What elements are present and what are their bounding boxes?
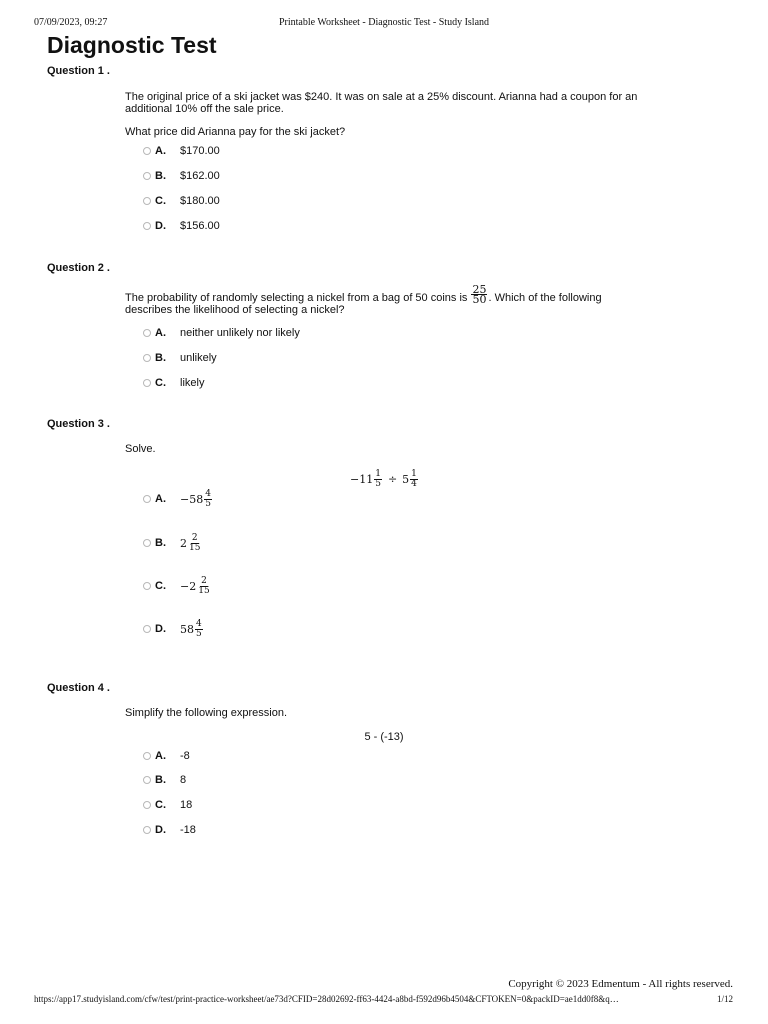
- radio-button[interactable]: [143, 776, 151, 784]
- fraction-denominator: 5: [205, 498, 211, 509]
- choice-letter: C.: [155, 580, 166, 592]
- question-1-text: The original price of a ski jacket was $240. It was on sale at a 25% discount. Arianna had a coupon for an additional 10% off the sale price.: [125, 91, 638, 115]
- question-4-choice-b[interactable]: [143, 773, 186, 787]
- choice-letter: A.: [155, 145, 166, 157]
- mixed-fraction: [197, 577, 210, 596]
- fraction-denominator: 15: [198, 585, 210, 596]
- choice-text: $180.00: [180, 195, 220, 207]
- question-3-choice-a[interactable]: [143, 487, 213, 511]
- choice-letter: D.: [155, 623, 166, 635]
- fraction-numerator: 4: [205, 488, 211, 499]
- radio-button[interactable]: [143, 197, 151, 205]
- question-1-prompt: What price did Arianna pay for the ski jacket?: [125, 126, 346, 138]
- fraction-numerator: 2: [191, 532, 198, 543]
- choice-letter: B.: [155, 774, 166, 786]
- radio-button[interactable]: [143, 625, 151, 633]
- radio-button[interactable]: [143, 539, 151, 547]
- page-title: Diagnostic Test: [47, 32, 217, 58]
- question-3-choice-d[interactable]: [143, 617, 204, 641]
- radio-button[interactable]: [143, 172, 151, 180]
- choice-text: 18: [180, 799, 193, 811]
- radio-button[interactable]: [143, 495, 151, 503]
- copyright-notice: Copyright © 2023 Edmentum - All rights reserved.: [508, 978, 733, 990]
- left-fraction: [374, 470, 382, 489]
- question-1-choice-c[interactable]: [143, 194, 220, 208]
- choice-letter: C.: [155, 195, 166, 207]
- radio-button[interactable]: [143, 582, 151, 590]
- mixed-fraction: [195, 620, 203, 639]
- question-2-choice-c[interactable]: [143, 376, 204, 390]
- right-fraction: [410, 470, 418, 489]
- question-1-choice-a[interactable]: [143, 144, 220, 158]
- choice-text: $156.00: [180, 220, 220, 232]
- mixed-fraction: [204, 490, 212, 509]
- choice-text: $162.00: [180, 170, 220, 182]
- radio-button[interactable]: [143, 826, 151, 834]
- question-4-expression: 5 - (-13): [364, 731, 404, 743]
- question-1-choice-d[interactable]: [143, 219, 220, 233]
- question-2-choice-b[interactable]: [143, 351, 217, 365]
- print-datetime: 07/09/2023, 09:27: [34, 17, 108, 28]
- fraction-numerator: 25: [472, 283, 487, 296]
- fraction-numerator: 1: [375, 468, 381, 479]
- choice-letter: B.: [155, 170, 166, 182]
- mixed-whole: −2: [180, 579, 197, 593]
- mixed-whole: 2: [180, 536, 187, 550]
- choice-letter: D.: [155, 220, 166, 232]
- choice-letter: B.: [155, 352, 166, 364]
- choice-letter: C.: [155, 377, 166, 389]
- fraction-denominator: 5: [375, 478, 381, 489]
- question-3-expression: [350, 467, 419, 491]
- mixed-whole: 58: [180, 622, 194, 636]
- print-header-title: Printable Worksheet - Diagnostic Test - Study Island: [278, 17, 490, 28]
- question-3-prompt: Solve.: [125, 443, 156, 455]
- fraction-denominator: 15: [189, 542, 201, 553]
- question-2-text: [125, 285, 650, 316]
- radio-button[interactable]: [143, 379, 151, 387]
- choice-math: [180, 534, 202, 553]
- choice-math: [180, 620, 204, 639]
- choice-text: -18: [180, 824, 196, 836]
- fraction-denominator: 4: [411, 478, 417, 489]
- choice-text: likely: [180, 377, 205, 389]
- choice-text: $170.00: [180, 145, 220, 157]
- fraction-numerator: 4: [196, 618, 202, 629]
- mixed-fraction: [188, 534, 201, 553]
- choice-letter: A.: [155, 493, 166, 505]
- question-3-choice-b[interactable]: [143, 531, 202, 555]
- question-4-prompt: Simplify the following expression.: [125, 707, 288, 719]
- choice-letter: A.: [155, 750, 166, 762]
- question-4-label: Question 4 .: [47, 682, 110, 694]
- fraction-denominator: 50: [472, 293, 487, 306]
- choice-letter: A.: [155, 327, 166, 339]
- radio-button[interactable]: [143, 329, 151, 337]
- probability-fraction: [471, 285, 487, 304]
- question-3-label: Question 3 .: [47, 418, 110, 430]
- radio-button[interactable]: [143, 801, 151, 809]
- radio-button[interactable]: [143, 147, 151, 155]
- choice-math: [180, 577, 212, 596]
- choice-math: [180, 490, 213, 509]
- page-number: 1/12: [716, 994, 733, 1004]
- left-whole: −11: [350, 472, 374, 486]
- radio-button[interactable]: [143, 752, 151, 760]
- choice-letter: D.: [155, 824, 166, 836]
- question-2-choice-a[interactable]: [143, 326, 300, 340]
- fraction-numerator: 1: [411, 468, 417, 479]
- question-1-label: Question 1 .: [47, 65, 110, 77]
- question-4-choice-c[interactable]: [143, 798, 192, 812]
- print-url: https://app17.studyisland.com/cfw/test/print-practice-worksheet/ae73d?CFID=28d02692-ff63-4424-a8bd-f592d96b4504&CFTOKEN=0&packID=ae1dd0f8&q…: [34, 994, 619, 1004]
- choice-text: -8: [180, 750, 190, 762]
- question-2-text-after: . Which of the following describes the likelihood of selecting a nickel?: [125, 292, 602, 316]
- choice-letter: C.: [155, 799, 166, 811]
- division-operator: ÷: [387, 472, 398, 486]
- right-whole: 5: [402, 472, 410, 486]
- fraction-numerator: 2: [201, 575, 207, 586]
- question-4-choice-a[interactable]: [143, 749, 190, 763]
- radio-button[interactable]: [143, 222, 151, 230]
- question-2-text-before: The probability of randomly selecting a nickel from a bag of 50 coins is: [125, 292, 468, 304]
- choice-letter: B.: [155, 537, 166, 549]
- question-1-choice-b[interactable]: [143, 169, 220, 183]
- question-2-label: Question 2 .: [47, 262, 110, 274]
- question-4-choice-d[interactable]: [143, 823, 196, 837]
- choice-text: unlikely: [180, 352, 217, 364]
- fraction-denominator: 5: [196, 628, 202, 639]
- choice-text: neither unlikely nor likely: [180, 327, 300, 339]
- question-3-choice-c[interactable]: [143, 574, 212, 598]
- radio-button[interactable]: [143, 354, 151, 362]
- choice-text: 8: [180, 774, 187, 786]
- mixed-whole: −58: [180, 492, 204, 506]
